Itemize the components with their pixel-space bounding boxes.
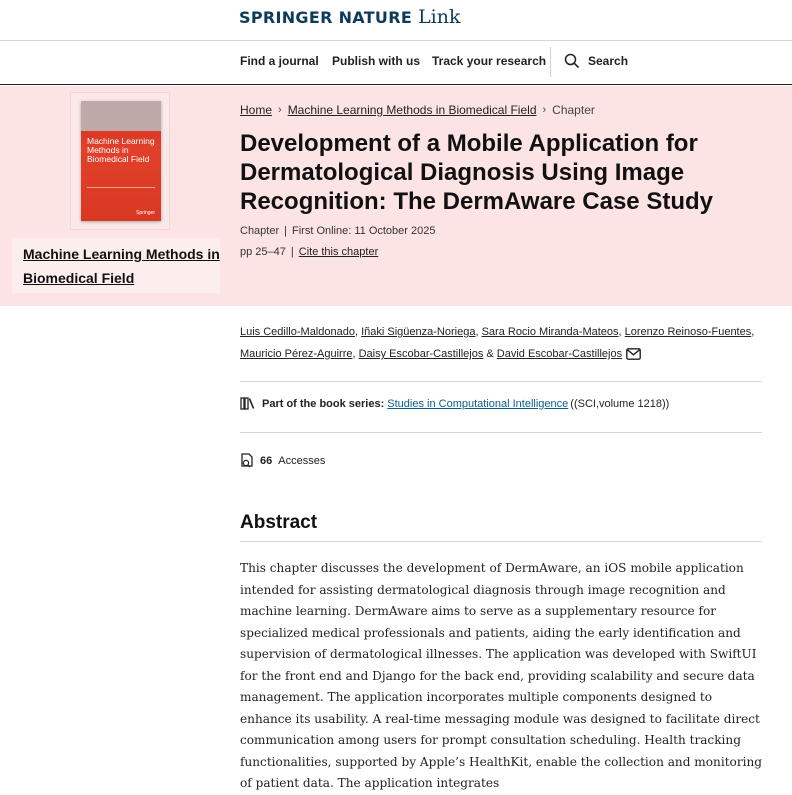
book-title-link[interactable]: Machine Learning Methods in Biomedical Field — [23, 246, 220, 286]
book-series-icon — [240, 397, 256, 410]
divider — [240, 381, 762, 382]
chapter-meta: Chapter | First Online: 11 October 2025 — [240, 225, 436, 237]
page-range: pp 25–47 — [240, 246, 286, 258]
author-link[interactable]: David Escobar-Castillejos — [496, 348, 623, 360]
author-link[interactable]: Mauricio Pérez-Aguirre — [240, 348, 353, 360]
series-volume: ((SCI,volume 1218)) — [570, 397, 670, 410]
chevron-right-icon: › — [542, 104, 547, 116]
search-icon — [564, 53, 580, 69]
brand-suffix: Link — [418, 6, 461, 28]
series-label: Part of the book series: — [262, 397, 385, 410]
divider — [240, 432, 762, 433]
nav-publish-with-us[interactable]: Publish with us — [332, 54, 421, 68]
author-link[interactable]: Luis Cedillo-Maldonado — [240, 326, 355, 338]
breadcrumb-book[interactable]: Machine Learning Methods in Biomedical Field — [287, 103, 537, 117]
accesses-count: 66 — [260, 454, 273, 467]
author-list: Luis Cedillo-Maldonado, Iñaki Sigüenza-Noriega, Sara Rocio Miranda-Mateos, Lorenzo Reinoso-Fuentes, Mauricio Pérez-Aguirre, Daisy Escobar-Castillejos & David Escobar-Castillejos — [240, 326, 755, 360]
brand-name: SPRINGER NATURE — [239, 8, 413, 27]
search-button[interactable] — [564, 53, 628, 69]
author-link[interactable]: Lorenzo Reinoso-Fuentes — [624, 326, 752, 338]
chapter-pages-row: pp 25–47 | Cite this chapter — [240, 246, 379, 258]
book-title-card — [12, 238, 220, 293]
cover-title: Machine Learning Methods in Biomedical Field — [87, 136, 155, 164]
abstract-heading: Abstract — [240, 512, 318, 533]
chapter-title: Development of a Mobile Application for Dermatological Diagnosis Using Image Recognition: The DermAware Case Study — [240, 130, 713, 215]
breadcrumb — [240, 103, 595, 117]
breadcrumb-current: Chapter — [552, 103, 595, 117]
book-cover-link[interactable] — [70, 92, 170, 230]
search-label: Search — [588, 54, 629, 68]
abstract-divider — [240, 541, 762, 542]
cover-divider — [87, 187, 155, 199]
download-icon — [240, 453, 254, 468]
abstract-text: This chapter discusses the development of DermAware, an iOS mobile application intended for assisting dermatological diagnosis through image recognition and machine learning. DermAware aims to serve as a supplementary resource for specialized medical professionals and patients, aiding the early identification and supervision of dermatological illnesses. The application was developed with SwiftUI for the front end and Django for the back end, providing scalability and secure data management. The application incorporates multiple components designed to enhance its usability. A real-time messaging module was designed to facilitate direct communication among users for prompt consultation scheduling. Health tracking functionalities, supported by Apple’s HealthKit, enable the collection and monitoring of patient data. The application integrates — [240, 561, 763, 790]
author-link[interactable]: Iñaki Sigüenza-Noriega — [361, 326, 476, 338]
book-series-row — [240, 397, 669, 410]
cover-header-band — [81, 101, 161, 131]
author-link[interactable]: Sara Rocio Miranda-Mateos — [481, 326, 619, 338]
cite-chapter-link[interactable]: Cite this chapter — [298, 246, 379, 258]
chevron-right-icon: › — [278, 104, 282, 116]
accesses-label: Accesses — [278, 454, 326, 467]
author-link[interactable]: Daisy Escobar-Castillejos — [358, 348, 484, 360]
nav-divider — [550, 47, 551, 77]
header-bar — [0, 0, 792, 41]
series-link[interactable]: Studies in Computational Intelligence — [387, 397, 569, 410]
springer-nature-link-logo[interactable] — [239, 6, 461, 28]
breadcrumb-home[interactable]: Home — [240, 103, 273, 117]
nav-find-journal[interactable]: Find a journal — [240, 54, 319, 68]
accesses-metric — [240, 453, 325, 468]
nav-track-research[interactable]: Track your research — [432, 54, 547, 68]
email-icon[interactable] — [626, 348, 641, 360]
first-online-date: First Online: 11 October 2025 — [292, 225, 436, 237]
main-nav — [0, 41, 792, 85]
book-cover-image — [81, 101, 161, 221]
content-type: Chapter — [240, 225, 280, 237]
cover-publisher: Springer — [136, 210, 155, 216]
